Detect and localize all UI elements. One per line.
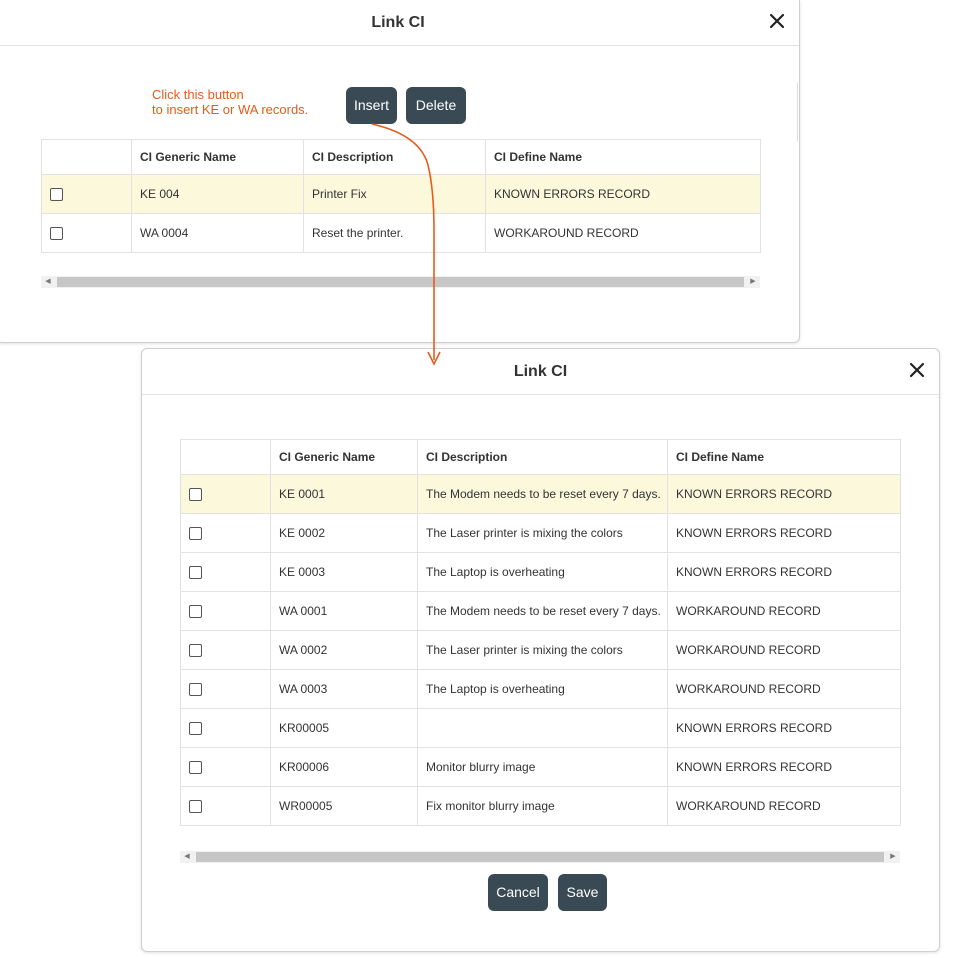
column-header-generic-name[interactable]: CI Generic Name — [271, 440, 418, 475]
column-header-description[interactable]: CI Description — [304, 140, 486, 175]
table-row[interactable] — [181, 670, 901, 709]
scrollbar-thumb[interactable] — [196, 852, 884, 862]
divider — [797, 82, 798, 142]
dialog-header — [0, 0, 799, 46]
cell-description: The Laptop is overheating — [418, 670, 668, 709]
cell-define-name: KNOWN ERRORS RECORD — [668, 475, 901, 514]
cell-define-name: KNOWN ERRORS RECORD — [668, 514, 901, 553]
cell-define-name: WORKAROUND RECORD — [668, 631, 901, 670]
cell-description: The Modem needs to be reset every 7 days. — [418, 475, 668, 514]
cell-description — [418, 709, 668, 748]
cell-description: The Laser printer is mixing the colors — [418, 514, 668, 553]
row-checkbox[interactable] — [189, 566, 202, 579]
table-row[interactable] — [181, 553, 901, 592]
save-button[interactable]: Save — [558, 874, 607, 911]
column-header-generic-name[interactable]: CI Generic Name — [132, 140, 304, 175]
scroll-left-icon[interactable]: ◀ — [184, 853, 190, 860]
table-row[interactable] — [42, 175, 761, 214]
row-checkbox[interactable] — [189, 761, 202, 774]
dialog-title: Link CI — [371, 13, 425, 31]
dialog-header — [142, 349, 939, 395]
insert-button[interactable]: Insert — [346, 87, 397, 124]
row-select-cell — [42, 175, 132, 214]
scroll-right-icon[interactable]: ▶ — [890, 853, 896, 860]
table-row[interactable] — [181, 787, 901, 826]
row-checkbox[interactable] — [50, 227, 63, 240]
row-checkbox[interactable] — [189, 800, 202, 813]
cell-define-name: WORKAROUND RECORD — [668, 670, 901, 709]
row-checkbox[interactable] — [189, 488, 202, 501]
ci-table-bottom — [180, 439, 901, 826]
cell-description: Fix monitor blurry image — [418, 787, 668, 826]
row-checkbox[interactable] — [50, 188, 63, 201]
close-icon[interactable] — [905, 357, 929, 383]
cell-generic-name: WA 0002 — [271, 631, 418, 670]
table-row[interactable] — [181, 748, 901, 787]
horizontal-scrollbar[interactable] — [180, 851, 900, 863]
cell-generic-name: KE 0002 — [271, 514, 418, 553]
cell-generic-name: WA 0001 — [271, 592, 418, 631]
row-checkbox[interactable] — [189, 683, 202, 696]
dialog-title: Link CI — [513, 362, 568, 380]
row-select-cell — [181, 514, 271, 553]
close-icon[interactable] — [765, 8, 789, 34]
cell-description: Monitor blurry image — [418, 748, 668, 787]
hint-line-1: Click this button — [152, 87, 244, 102]
table-row[interactable] — [181, 514, 901, 553]
cell-generic-name: WR00005 — [271, 787, 418, 826]
cell-define-name: WORKAROUND RECORD — [668, 592, 901, 631]
cell-define-name: KNOWN ERRORS RECORD — [668, 748, 901, 787]
row-select-cell — [181, 631, 271, 670]
cell-generic-name: KE 004 — [132, 175, 304, 214]
horizontal-scrollbar[interactable] — [41, 276, 760, 288]
column-header-define-name[interactable]: CI Define Name — [486, 140, 761, 175]
cell-define-name: KNOWN ERRORS RECORD — [668, 553, 901, 592]
cell-generic-name: WA 0004 — [132, 214, 304, 253]
row-select-cell — [181, 553, 271, 592]
cell-generic-name: KR00006 — [271, 748, 418, 787]
scroll-right-icon[interactable]: ▶ — [750, 278, 756, 285]
row-checkbox[interactable] — [189, 722, 202, 735]
cell-define-name: KNOWN ERRORS RECORD — [486, 175, 761, 214]
cancel-button[interactable]: Cancel — [488, 874, 548, 911]
cell-description: Reset the printer. — [304, 214, 486, 253]
table-row[interactable] — [42, 214, 761, 253]
select-column-header — [42, 140, 132, 175]
row-select-cell — [181, 592, 271, 631]
table-row[interactable] — [181, 592, 901, 631]
column-header-define-name[interactable]: CI Define Name — [668, 440, 901, 475]
cell-description: The Laptop is overheating — [418, 553, 668, 592]
row-checkbox[interactable] — [189, 527, 202, 540]
cell-define-name: KNOWN ERRORS RECORD — [668, 709, 901, 748]
table-header-row — [42, 140, 761, 175]
cell-description: Printer Fix — [304, 175, 486, 214]
scrollbar-thumb[interactable] — [57, 277, 744, 287]
row-checkbox[interactable] — [189, 644, 202, 657]
cell-generic-name: KE 0003 — [271, 553, 418, 592]
row-select-cell — [181, 475, 271, 514]
row-select-cell — [181, 670, 271, 709]
cell-define-name: WORKAROUND RECORD — [668, 787, 901, 826]
cell-description: The Laser printer is mixing the colors — [418, 631, 668, 670]
table-header-row — [181, 440, 901, 475]
column-header-description[interactable]: CI Description — [418, 440, 668, 475]
cell-define-name: WORKAROUND RECORD — [486, 214, 761, 253]
table-row[interactable] — [181, 631, 901, 670]
select-column-header — [181, 440, 271, 475]
row-select-cell — [181, 748, 271, 787]
hint-line-2: to insert KE or WA records. — [152, 102, 309, 117]
cell-description: The Modem needs to be reset every 7 days. — [418, 592, 668, 631]
cell-generic-name: KE 0001 — [271, 475, 418, 514]
row-select-cell — [181, 787, 271, 826]
row-select-cell — [42, 214, 132, 253]
row-checkbox[interactable] — [189, 605, 202, 618]
cell-generic-name: WA 0003 — [271, 670, 418, 709]
hint-annotation — [152, 87, 308, 117]
scroll-left-icon[interactable]: ◀ — [45, 278, 51, 285]
cell-generic-name: KR00005 — [271, 709, 418, 748]
delete-button[interactable]: Delete — [406, 87, 466, 124]
row-select-cell — [181, 709, 271, 748]
ci-table-top — [41, 139, 761, 253]
table-row[interactable] — [181, 475, 901, 514]
table-row[interactable] — [181, 709, 901, 748]
